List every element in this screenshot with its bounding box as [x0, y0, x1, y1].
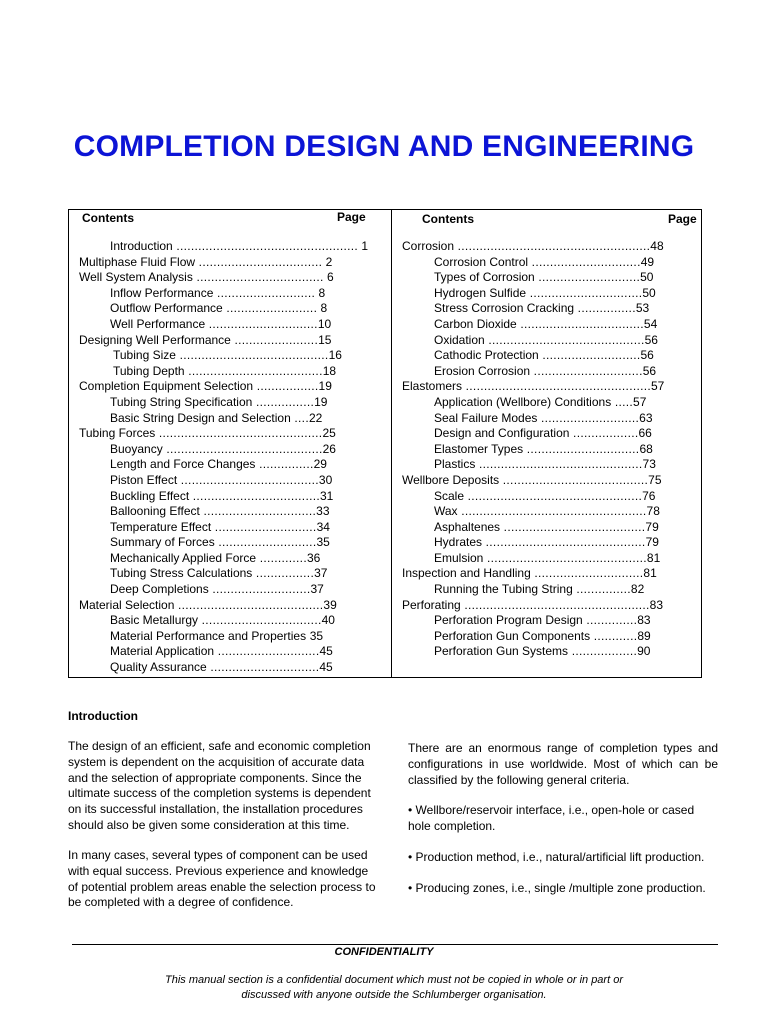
toc-entry-page: 90: [637, 644, 651, 659]
toc-entry: [392, 489, 703, 505]
toc-entry-leader: ...............: [572, 582, 631, 597]
toc-entry: [392, 551, 703, 567]
confidentiality-notice: [0, 973, 768, 1003]
toc-entry-leader: ....: [290, 410, 309, 425]
toc-entry-leader: .........................................: [175, 348, 329, 363]
confidentiality-heading: CONFIDENTIALITY: [334, 946, 434, 958]
toc-entry-leader: ..................: [568, 644, 638, 659]
toc-entry-leader: ..............: [582, 613, 638, 628]
toc-entry-leader: .............: [256, 550, 307, 565]
toc-entry: [69, 442, 391, 458]
toc-entry-title: Types of Corrosion: [434, 270, 535, 285]
toc-entry-title: Application (Wellbore) Conditions: [434, 394, 612, 409]
toc-entry-title: Tubing String Specification: [110, 394, 253, 409]
toc-entry: [69, 317, 391, 333]
table-of-contents: [68, 209, 702, 678]
toc-entry: [392, 333, 703, 349]
toc-entry: [392, 598, 703, 614]
toc-entry-title: Erosion Corrosion: [434, 363, 531, 378]
toc-entry-leader: ...................................................: [462, 379, 651, 394]
toc-entry-leader: .............................................: [475, 457, 643, 472]
toc-entry-title: Designing Well Performance: [79, 332, 231, 347]
toc-entry: [69, 489, 391, 505]
toc-entry-title: Basic Metallurgy: [110, 613, 199, 628]
toc-entry-title: Inflow Performance: [110, 285, 214, 300]
toc-entry: [69, 473, 391, 489]
toc-entry-leader: ........................................: [499, 472, 649, 487]
toc-entry: [392, 270, 703, 286]
toc-entry-leader: .........................: [222, 301, 318, 316]
toc-entry-leader: ...............................: [526, 285, 643, 300]
toc-right-contents-header: Contents: [422, 212, 474, 226]
toc-entry-title: Elastomer Types: [434, 441, 524, 456]
toc-entry-page: 49: [640, 254, 655, 269]
toc-entry: [392, 504, 703, 520]
toc-left-page-header: Page: [337, 210, 366, 224]
toc-entry-title: Wellbore Deposits: [402, 472, 500, 487]
toc-entry: [69, 566, 391, 582]
toc-entry-title: Seal Failure Modes: [434, 410, 538, 425]
toc-entry-page: 50: [640, 270, 654, 285]
toc-entry-page: 19: [314, 394, 328, 409]
toc-entry: [392, 582, 703, 598]
toc-entry-title: Running the Tubing String: [434, 582, 573, 597]
toc-entry-leader: ...........................: [214, 535, 317, 550]
toc-entry-page: 35: [309, 628, 324, 643]
toc-entry-leader: ...........................: [213, 285, 316, 300]
toc-entry-page: 36: [306, 550, 321, 565]
toc-entry: [69, 333, 391, 349]
toc-entry-leader: ................: [574, 301, 636, 316]
toc-entry-leader: ..............................: [528, 254, 641, 269]
toc-entry-title: Perforation Gun Systems: [434, 644, 569, 659]
toc-entry: [392, 239, 703, 255]
toc-entry-title: Hydrates: [434, 535, 483, 550]
toc-entry-leader: ................: [252, 566, 315, 581]
toc-entry-page: 83: [637, 613, 651, 628]
toc-entry-title: Material Application: [110, 644, 215, 659]
toc-entry-leader: ........................................: [174, 597, 324, 612]
toc-entry-page: 25: [322, 426, 336, 441]
toc-entry-title: Tubing Size: [113, 348, 176, 363]
toc-entry: [392, 442, 703, 458]
toc-entry-title: Well Performance: [110, 316, 206, 331]
toc-entry-title: Design and Configuration: [434, 426, 570, 441]
toc-entry-leader: ..............................: [530, 363, 643, 378]
toc-entry: [69, 504, 391, 520]
toc-entry-page: 68: [639, 441, 653, 456]
toc-entry: [69, 255, 391, 271]
toc-entry-page: 57: [633, 394, 647, 409]
toc-entry: [392, 364, 703, 380]
toc-entry-leader: ...........................: [208, 582, 311, 597]
toc-entry-title: Asphaltenes: [434, 519, 501, 534]
intro-paragraph-3: There are an enormous range of completion types and configurations in use worldwide. Most of which can be classified by the following general criteria.: [408, 741, 718, 787]
toc-entry: [392, 411, 703, 427]
toc-entry-leader: ..............................: [205, 316, 318, 331]
toc-entry-title: Basic String Design and Selection: [110, 410, 291, 425]
toc-entry-page: 34: [316, 519, 330, 534]
toc-entry-page: 19: [318, 379, 332, 394]
toc-left-entries: [69, 239, 391, 676]
toc-entry-title: Wax: [434, 504, 458, 519]
toc-entry-leader: ...................................: [189, 488, 320, 503]
toc-entry-page: 30: [318, 472, 333, 487]
toc-entry-page: 29: [313, 457, 327, 472]
toc-entry: [69, 364, 391, 380]
toc-entry-title: Material Performance and Properties: [110, 628, 307, 643]
toc-entry-leader: ..................................: [516, 316, 644, 331]
toc-right-entries: [392, 239, 703, 660]
toc-entry-page: 16: [328, 348, 342, 363]
toc-entry-leader: ..................: [569, 426, 639, 441]
toc-entry-title: Completion Equipment Selection: [79, 379, 254, 394]
toc-entry-page: 56: [642, 363, 657, 378]
toc-entry-page: 35: [316, 535, 330, 550]
bullet-item: • Production method, i.e., natural/artificial lift production.: [408, 850, 705, 864]
toc-entry-page: 33: [316, 504, 330, 519]
toc-entry-page: 45: [319, 660, 333, 675]
toc-entry-title: Hydrogen Sulfide: [434, 285, 527, 300]
toc-entry: [69, 270, 391, 286]
toc-entry-leader: ...............................: [523, 441, 640, 456]
toc-entry-leader: ...................................: [192, 270, 324, 285]
toc-entry-page: 75: [648, 472, 662, 487]
toc-entry-title: Buckling Effect: [110, 488, 190, 503]
toc-entry: [392, 348, 703, 364]
toc-entry: [69, 426, 391, 442]
toc-entry-leader: ............................: [211, 519, 317, 534]
toc-entry-page: 8: [315, 285, 326, 300]
toc-entry-leader: ............................................: [483, 550, 647, 565]
confidentiality-line-2: discussed with anyone outside the Schlumberger organisation.: [241, 989, 547, 1001]
toc-entry: [69, 660, 391, 676]
toc-entry-leader: .......................................: [500, 519, 646, 534]
toc-entry-page: 15: [318, 332, 332, 347]
toc-entry-title: Corrosion: [402, 239, 455, 253]
toc-entry-title: Outflow Performance: [110, 301, 223, 316]
toc-entry-page: 18: [322, 363, 337, 378]
toc-entry-page: 79: [645, 519, 659, 534]
toc-entry-leader: ................: [252, 394, 315, 409]
toc-entry-leader: ............................................: [482, 535, 646, 550]
intro-paragraph-2: In many cases, several types of component can be used with equal success. Previous experience and knowledge of potential problem areas enable the selection process to be completed with a degree of confidence.: [68, 848, 376, 910]
toc-entry-leader: .....................................................: [454, 239, 651, 253]
toc-entry-title: Plastics: [434, 457, 476, 472]
toc-entry: [392, 520, 703, 536]
toc-entry-page: 37: [314, 566, 328, 581]
toc-entry: [69, 286, 391, 302]
toc-entry-title: Stress Corrosion Cracking: [434, 301, 575, 316]
bullet-item: • Wellbore/reservoir interface, i.e., open-hole or cased hole completion.: [408, 803, 695, 833]
toc-entry-title: Tubing Forces: [79, 426, 156, 441]
toc-entry-title: Cathodic Protection: [434, 348, 539, 363]
toc-entry-title: Oxidation: [434, 332, 485, 347]
toc-left-contents-header: Contents: [82, 211, 134, 225]
toc-entry-leader: .....................................: [184, 363, 323, 378]
toc-entry-page: 79: [645, 535, 659, 550]
toc-entry: [69, 551, 391, 567]
toc-entry-page: 63: [639, 410, 653, 425]
toc-entry: [69, 582, 391, 598]
toc-entry-title: Summary of Forces: [110, 535, 215, 550]
toc-entry-leader: .....: [611, 394, 634, 409]
toc-entry-title: Well System Analysis: [79, 270, 193, 285]
toc-entry-leader: .................................: [198, 613, 322, 628]
toc-entry-page: 22: [308, 410, 323, 425]
toc-entry-page: 6: [323, 270, 334, 285]
toc-entry-title: Emulsion: [434, 550, 484, 565]
toc-entry-title: Tubing Stress Calculations: [110, 566, 253, 581]
toc-entry: [69, 395, 391, 411]
toc-entry: [69, 598, 391, 614]
toc-entry: [69, 411, 391, 427]
toc-entry-page: 31: [319, 488, 334, 503]
toc-entry-title: Deep Completions: [110, 582, 209, 597]
toc-entry-leader: .......................: [230, 332, 319, 347]
toc-entry: [392, 379, 703, 395]
toc-entry-title: Elastomers: [402, 379, 463, 394]
toc-entry: [392, 317, 703, 333]
toc-entry: [392, 255, 703, 271]
toc-entry: [392, 629, 703, 645]
toc-entry-leader: ......................................: [177, 472, 319, 487]
toc-entry: [69, 613, 391, 629]
toc-entry: [69, 239, 391, 255]
toc-entry-title: Perforation Program Design: [434, 613, 583, 628]
toc-entry-leader: .............................................: [155, 426, 323, 441]
toc-entry-title: Mechanically Applied Force: [110, 550, 257, 565]
toc-entry-leader: ...........................................: [162, 441, 323, 456]
toc-entry-leader: ..............................: [530, 566, 644, 581]
toc-entry-page: 56: [640, 348, 654, 363]
toc-entry-leader: ...........................................: [484, 332, 645, 347]
toc-entry-page: 39: [323, 597, 337, 612]
toc-entry-page: 89: [637, 628, 651, 643]
toc-entry: [69, 348, 391, 364]
toc-entry-title: Corrosion Control: [434, 254, 529, 269]
toc-entry-page: 45: [319, 644, 333, 659]
toc-entry-title: Scale: [434, 488, 465, 503]
toc-entry: [392, 644, 703, 660]
toc-entry-leader: ...............: [255, 457, 314, 472]
toc-entry-leader: ...................................................: [457, 504, 647, 519]
toc-entry-page: 26: [322, 441, 336, 456]
footer-divider: [72, 944, 718, 945]
toc-entry-page: 56: [644, 332, 658, 347]
toc-entry-title: Introduction: [110, 239, 173, 253]
toc-entry-title: Length and Force Changes: [110, 457, 256, 472]
toc-entry-page: 82: [630, 582, 645, 597]
bullet-item: • Producing zones, i.e., single /multiple zone production.: [408, 881, 706, 895]
toc-entry-title: Material Selection: [79, 597, 175, 612]
toc-right-page-header: Page: [668, 212, 697, 226]
toc-entry-page: 81: [643, 566, 657, 581]
toc-entry-page: 37: [310, 582, 324, 597]
toc-entry-page: 8: [317, 301, 328, 316]
toc-entry-leader: .................: [253, 379, 319, 394]
toc-entry: [392, 613, 703, 629]
toc-entry: [392, 286, 703, 302]
toc-entry: [392, 457, 703, 473]
toc-entry-leader: ...........................: [538, 348, 641, 363]
toc-entry-page: 73: [642, 457, 656, 472]
toc-entry: [69, 535, 391, 551]
toc-entry-title: Perforating: [402, 597, 461, 612]
toc-entry-page: 2: [322, 254, 333, 269]
confidentiality-line-1: This manual section is a confidential document which must not be copied in whole or in part or: [165, 974, 623, 986]
toc-entry: [392, 535, 703, 551]
introduction-heading: Introduction: [68, 709, 138, 723]
toc-entry-leader: ..............................: [206, 660, 320, 675]
toc-entry-title: Quality Assurance: [110, 660, 207, 675]
page-title: COMPLETION DESIGN AND ENGINEERING: [73, 130, 695, 163]
toc-entry-page: 78: [646, 504, 660, 519]
toc-entry-leader: ..................................................: [172, 239, 359, 253]
toc-entry: [392, 566, 703, 582]
toc-entry-title: Carbon Dioxide: [434, 316, 517, 331]
toc-entry-page: 48: [650, 239, 664, 253]
toc-entry-leader: ...........................: [537, 410, 640, 425]
toc-entry-title: Inspection and Handling: [402, 566, 531, 581]
toc-entry: [69, 520, 391, 536]
toc-entry-leader: ............: [590, 628, 638, 643]
toc-entry-leader: ..................................: [195, 254, 323, 269]
toc-entry-title: Ballooning Effect: [110, 504, 200, 519]
toc-entry: [392, 426, 703, 442]
toc-entry-page: 10: [317, 316, 332, 331]
toc-entry: [69, 457, 391, 473]
toc-entry: [69, 629, 391, 645]
toc-entry: [69, 379, 391, 395]
toc-entry: [392, 395, 703, 411]
toc-entry-leader: ...................................................: [460, 597, 650, 612]
toc-entry-leader: ................................................: [464, 488, 643, 503]
toc-entry-title: Piston Effect: [110, 472, 178, 487]
intro-paragraph-1: The design of an efficient, safe and economic completion system is dependent on the acquisition of accurate data and the selection of appropriate components. Since the ultimate success of the completion systems is dependent on its successful installation, the installation procedures should also be given some consideration at this time.: [68, 739, 371, 832]
toc-entry-leader: ............................: [534, 270, 641, 285]
toc-entry-page: 81: [646, 550, 661, 565]
toc-entry: [69, 644, 391, 660]
toc-entry-page: 50: [642, 285, 656, 300]
toc-entry: [392, 301, 703, 317]
toc-entry-page: 83: [649, 597, 664, 612]
toc-entry-title: Temperature Effect: [110, 519, 212, 534]
toc-entry-page: 1: [358, 239, 369, 253]
toc-entry-title: Tubing Depth: [113, 363, 185, 378]
toc-entry-page: 54: [643, 316, 658, 331]
toc-entry-title: Multiphase Fluid Flow: [79, 254, 196, 269]
toc-entry: [392, 473, 703, 489]
toc-entry-page: 57: [651, 379, 665, 394]
toc-entry-page: 53: [635, 301, 650, 316]
toc-entry: [69, 301, 391, 317]
toc-entry-leader: ...............................: [199, 504, 317, 519]
toc-entry-leader: ............................: [214, 644, 320, 659]
toc-entry-page: 40: [321, 613, 335, 628]
toc-entry-title: Perforation Gun Components: [434, 628, 591, 643]
toc-entry-page: 66: [638, 426, 652, 441]
toc-entry-title: Buoyancy: [110, 441, 163, 456]
toc-entry-page: 76: [642, 488, 656, 503]
